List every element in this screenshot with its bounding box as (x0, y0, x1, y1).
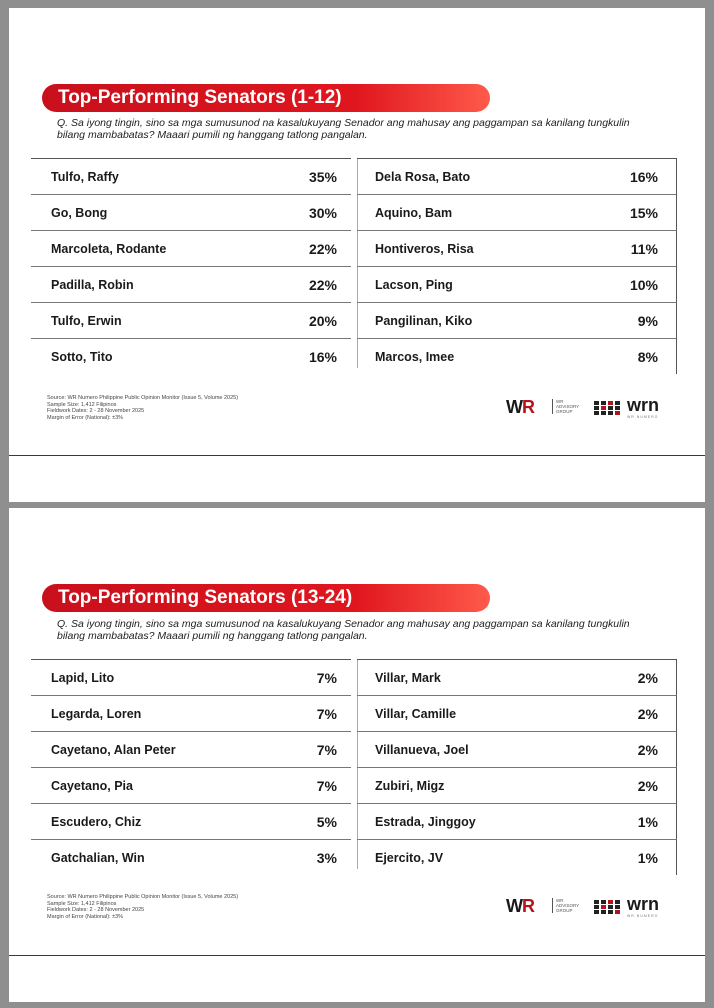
wrn-logo-subtitle: WR NUMERO (627, 914, 659, 918)
source-line: Fieldwork Dates: 2 - 28 November 2025 (47, 907, 145, 913)
source-line: Margin of Error (National): ±3% (47, 913, 124, 920)
table-row (357, 767, 677, 803)
wrn-grid-icon (594, 900, 624, 914)
senator-name: Ejercito, JV (375, 851, 444, 865)
senator-name: Villanueva, Joel (375, 743, 469, 757)
results-column-left (31, 158, 351, 374)
source-line: Sample Size: 1,412 Filipinos (47, 900, 117, 907)
senator-percent: 15% (629, 205, 658, 221)
senator-name: Marcoleta, Rodante (51, 242, 167, 256)
table-row (357, 731, 677, 767)
slide-bottom-band (9, 456, 705, 502)
senator-percent: 8% (637, 349, 658, 365)
senator-name: Cayetano, Pia (51, 779, 133, 793)
senator-name: Hontiveros, Risa (375, 242, 474, 256)
table-row (31, 659, 351, 695)
senator-percent: 7% (316, 706, 337, 722)
wr-logo-r: R (522, 397, 534, 417)
senator-percent: 1% (637, 850, 658, 866)
table-row (357, 266, 677, 302)
results-table (31, 158, 677, 368)
source-line: Margin of Error (National): ±3% (47, 414, 124, 421)
senator-name: Gatchalian, Win (51, 851, 145, 865)
table-row (31, 767, 351, 803)
senator-percent: 16% (308, 349, 337, 365)
wr-logo-r: R (522, 896, 534, 916)
wr-logo-w: W (506, 397, 522, 417)
senator-percent: 22% (308, 277, 337, 293)
senator-percent: 22% (308, 241, 337, 257)
senator-name: Padilla, Robin (51, 278, 134, 292)
wrn-logo: wrn (627, 894, 660, 914)
senator-percent: 11% (630, 241, 658, 257)
source-note (47, 894, 238, 920)
wrn-logo-subtitle: WR NUMERO (627, 415, 659, 419)
senator-percent: 7% (316, 742, 337, 758)
results-table (31, 659, 677, 869)
senator-percent: 5% (316, 814, 337, 830)
senator-percent: 35% (308, 169, 337, 185)
senator-percent: 10% (629, 277, 658, 293)
source-line: Sample Size: 1,412 Filipinos (47, 401, 117, 408)
wr-logo (506, 397, 534, 418)
senator-name: Villar, Camille (375, 707, 457, 721)
senator-name: Marcos, Imee (375, 350, 455, 364)
senator-name: Lacson, Ping (375, 278, 453, 292)
table-row (357, 302, 677, 338)
senator-percent: 2% (637, 706, 658, 722)
results-column-right (357, 659, 677, 875)
table-row (31, 266, 351, 302)
table-row (31, 302, 351, 338)
senator-name: Villar, Mark (375, 671, 441, 685)
table-row (31, 194, 351, 230)
senator-name: Zubiri, Migz (375, 779, 445, 793)
senator-percent: 3% (316, 850, 337, 866)
table-row (31, 731, 351, 767)
senator-name: Tulfo, Raffy (51, 170, 119, 184)
senator-percent: 1% (637, 814, 658, 830)
survey-question: Q. Sa iyong tingin, sino sa mga sumusunod na kasalukuyang Senador ang mahusay ang paggampan sa kanilang tungkulin bilang mambabatas? Maaari pumili ng hanggang tatlong pangalan. (57, 117, 630, 141)
slide-title: Top-Performing Senators (13-24) (42, 584, 490, 612)
results-column-right (357, 158, 677, 374)
slide-title: Top-Performing Senators (1-12) (42, 84, 490, 112)
senator-percent: 30% (308, 205, 337, 221)
table-row (357, 695, 677, 731)
results-column-left (31, 659, 351, 875)
wr-logo-subtitle: WR ADVISORY GROUP (552, 898, 586, 913)
senator-percent: 7% (316, 670, 337, 686)
senator-percent: 20% (308, 313, 337, 329)
senator-percent: 9% (637, 313, 658, 329)
senator-name: Legarda, Loren (51, 707, 142, 721)
senator-name: Pangilinan, Kiko (375, 314, 473, 328)
wr-logo-subtitle: WR ADVISORY GROUP (552, 399, 586, 414)
wrn-grid-icon (594, 401, 624, 415)
table-row (357, 803, 677, 839)
table-row (31, 230, 351, 266)
logo-group (506, 894, 676, 920)
senator-name: Tulfo, Erwin (51, 314, 122, 328)
wr-logo (506, 896, 534, 917)
slide-1 (9, 8, 705, 502)
senator-name: Estrada, Jinggoy (375, 815, 476, 829)
source-line: Source: WR Numero Philippine Public Opinion Monitor (Issue 5, Volume 2025) (47, 395, 239, 401)
source-line: Fieldwork Dates: 2 - 28 November 2025 (47, 408, 145, 414)
table-row (31, 839, 351, 875)
slide-2 (9, 508, 705, 1002)
table-row (357, 194, 677, 230)
survey-question: Q. Sa iyong tingin, sino sa mga sumusunod na kasalukuyang Senador ang mahusay ang paggampan sa kanilang tungkulin bilang mambabatas? Maaari pumili ng hanggang tatlong pangalan. (57, 618, 630, 642)
senator-percent: 2% (637, 742, 658, 758)
slide-bottom-band (9, 956, 705, 1002)
table-row (357, 659, 677, 695)
table-row (31, 803, 351, 839)
source-line: Source: WR Numero Philippine Public Opinion Monitor (Issue 5, Volume 2025) (47, 894, 239, 900)
table-row (357, 158, 677, 194)
table-row (31, 695, 351, 731)
table-row (357, 338, 677, 374)
table-row (357, 230, 677, 266)
senator-percent: 2% (637, 778, 658, 794)
senator-percent: 7% (316, 778, 337, 794)
senator-name: Sotto, Tito (51, 350, 113, 364)
table-row (357, 839, 677, 875)
senator-percent: 2% (637, 670, 658, 686)
wr-logo-w: W (506, 896, 522, 916)
source-note (47, 395, 238, 421)
senator-percent: 16% (629, 169, 658, 185)
senator-name: Go, Bong (51, 206, 108, 220)
senator-name: Escudero, Chiz (51, 815, 142, 829)
senator-name: Cayetano, Alan Peter (51, 743, 176, 757)
senator-name: Dela Rosa, Bato (375, 170, 471, 184)
table-row (31, 158, 351, 194)
logo-group (506, 395, 676, 421)
wrn-logo: wrn (627, 395, 660, 415)
senator-name: Lapid, Lito (51, 671, 115, 685)
senator-name: Aquino, Bam (375, 206, 453, 220)
table-row (31, 338, 351, 374)
